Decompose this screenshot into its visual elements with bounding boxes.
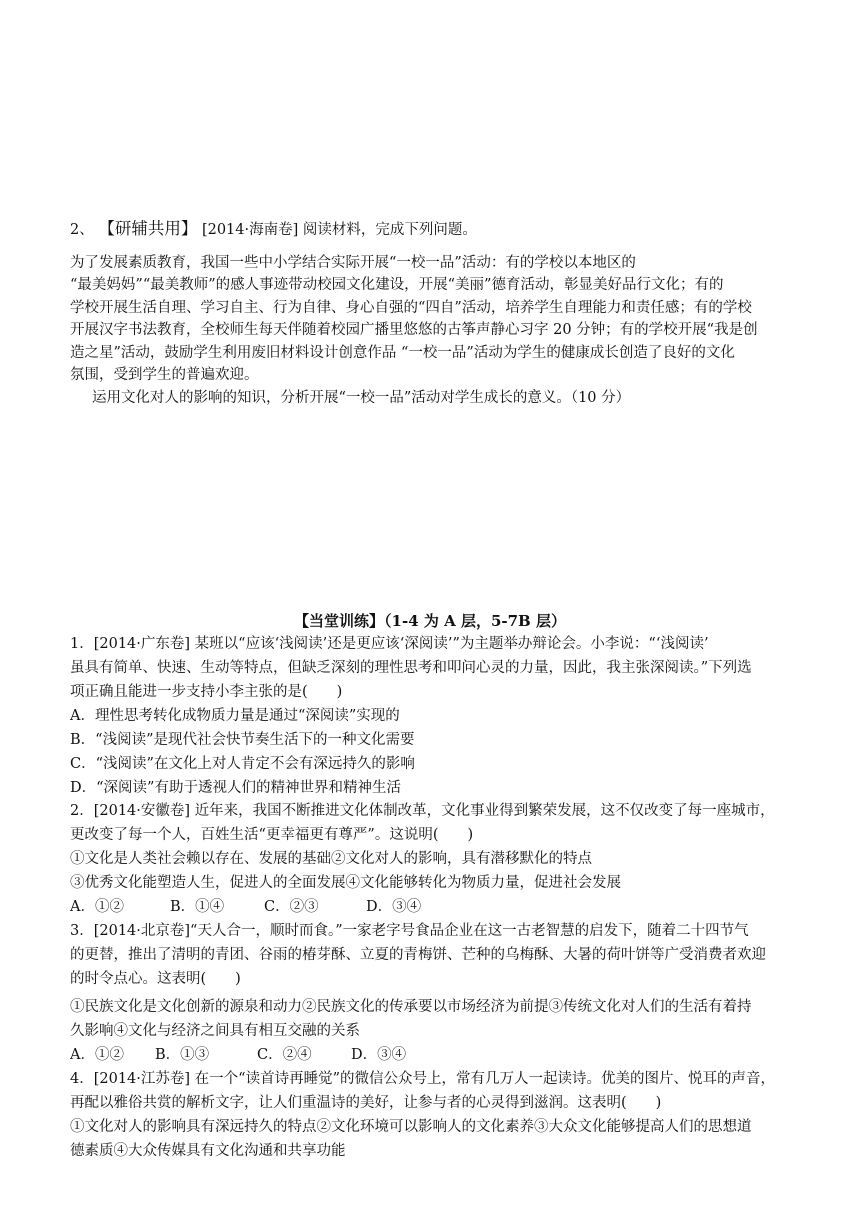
q2b-statement: ③优秀文化能塑造人生，促进人的全面发展④文化能够转化为物质力量，促进社会发展	[70, 875, 621, 891]
q2b-stem: 2．[2014·安徽卷] 近年来，我国不断推进文化体制改革，文化事业得到繁荣发展，这不仅改变了每一座城市，	[70, 803, 775, 819]
q3-statement: 久影响④文化与经济之间具有相互交融的关系	[70, 1023, 360, 1039]
q3-stem: 3．[2014·北京卷]“天人合一，顺时而食。”一家老字号食品企业在这一古老智慧的启发下，随着二十四节气	[70, 923, 749, 939]
q1-option-b: B．“浅阅读”是现代社会快节奏生活下的一种文化需要	[70, 732, 415, 748]
choice-c: C．②③	[264, 899, 319, 915]
choice-a: A．①②	[70, 899, 124, 915]
q4-stem: 再配以雅俗共赏的解析文字，让人们重温诗的美好，让参与者的心灵得到滋润。这表明( )	[70, 1095, 662, 1111]
choice-d: D．③④	[366, 899, 422, 915]
q4-stem: 4．[2014·江苏卷] 在一个“读首诗再睡觉”的微信公众号上，常有几万人一起读诗。优美的图片、悦耳的声音，	[70, 1071, 775, 1087]
q3-choices	[70, 1044, 800, 1066]
choice-d: D．③④	[351, 1047, 407, 1063]
q1-option-d: D．“深阅读”有助于透视人们的精神世界和精神生活	[70, 780, 401, 796]
q2b-stem: 更改变了每一个人，百姓生活“更幸福更有尊严”。这说明( )	[70, 827, 474, 843]
material-line: “最美妈妈”“最美教师”的感人事迹带动校园文化建设，开展“美丽”德育活动，彰显美好品行文化；有的	[70, 277, 724, 293]
question-prompt: 运用文化对人的影响的知识，分析开展“一校一品”活动对学生成长的意义。（10 分）	[92, 390, 631, 406]
material-line: 开展汉字书法教育，全校师生每天伴随着校园广播里悠悠的古筝声静心习字 20 分钟；有的学校开展“我是创	[70, 322, 758, 338]
q4-statement: 德素质④大众传媒具有文化沟通和共享功能	[70, 1143, 346, 1159]
choice-b: B．①③	[155, 1047, 210, 1063]
q1-option-c: C．“浅阅读”在文化上对人肯定不会有深远持久的影响	[70, 756, 415, 772]
question-number: 2、	[70, 222, 94, 238]
section-title: 【当堂训练】（1-4 为 A 层，5-7B 层）	[294, 612, 566, 630]
q2b-choices	[70, 896, 800, 918]
question-source: [2014·海南卷] 阅读材料，完成下列问题。	[201, 222, 477, 238]
q1-stem: 项正确且能进一步支持小李主张的是( )	[70, 684, 343, 700]
q3-statement: ①民族文化是文化创新的源泉和动力②民族文化的传承要以市场经济为前提③传统文化对人们的生活有着持	[70, 999, 752, 1015]
question-tag: 【研辅共用】	[98, 219, 198, 238]
q2b-statement: ①文化是人类社会赖以存在、发展的基础②文化对人的影响，具有潜移默化的特点	[70, 851, 592, 867]
material-line: 造之星”活动，鼓励学生利用废旧材料设计创意作品 “一校一品”活动为学生的健康成长创造了良好的文化	[70, 345, 735, 361]
q1-stem: 虽具有简单、快速、生动等特点，但缺乏深刻的理性思考和叩问心灵的力量，因此，我主张深阅读。”下列选	[70, 660, 752, 676]
choice-a: A．①②	[70, 1047, 124, 1063]
q1-stem: 1．[2014·广东卷] 某班以“应该‘浅阅读’还是更应该‘深阅读’”为主题举办辩论会。小李说：“‘浅阅读’	[70, 636, 709, 652]
choice-b: B．①④	[170, 899, 225, 915]
material-line: 为了发展素质教育，我国一些中小学结合实际开展“一校一品”活动：有的学校以本地区的	[70, 255, 636, 271]
q4-statement: ①文化对人的影响具有深远持久的特点②文化环境可以影响人的文化素养③大众文化能够提高人们的思想道	[70, 1119, 752, 1135]
q3-stem: 的时令点心。这表明( )	[70, 971, 241, 987]
choice-c: C．②④	[257, 1047, 312, 1063]
question-2-header	[70, 217, 477, 242]
material-line: 学校开展生活自理、学习自主、行为自律、身心自强的“四自”活动，培养学生自理能力和责任感；有的学校	[70, 300, 752, 316]
material-line: 氛围，受到学生的普遍欢迎。	[70, 367, 259, 383]
q3-stem: 的更替，推出了清明的青团、谷雨的椿芽酥、立夏的青梅饼、芒种的乌梅酥、大暑的荷叶饼等广受消费者欢迎	[70, 947, 766, 963]
q1-option-a: A．理性思考转化成物质力量是通过“深阅读”实现的	[70, 708, 400, 724]
